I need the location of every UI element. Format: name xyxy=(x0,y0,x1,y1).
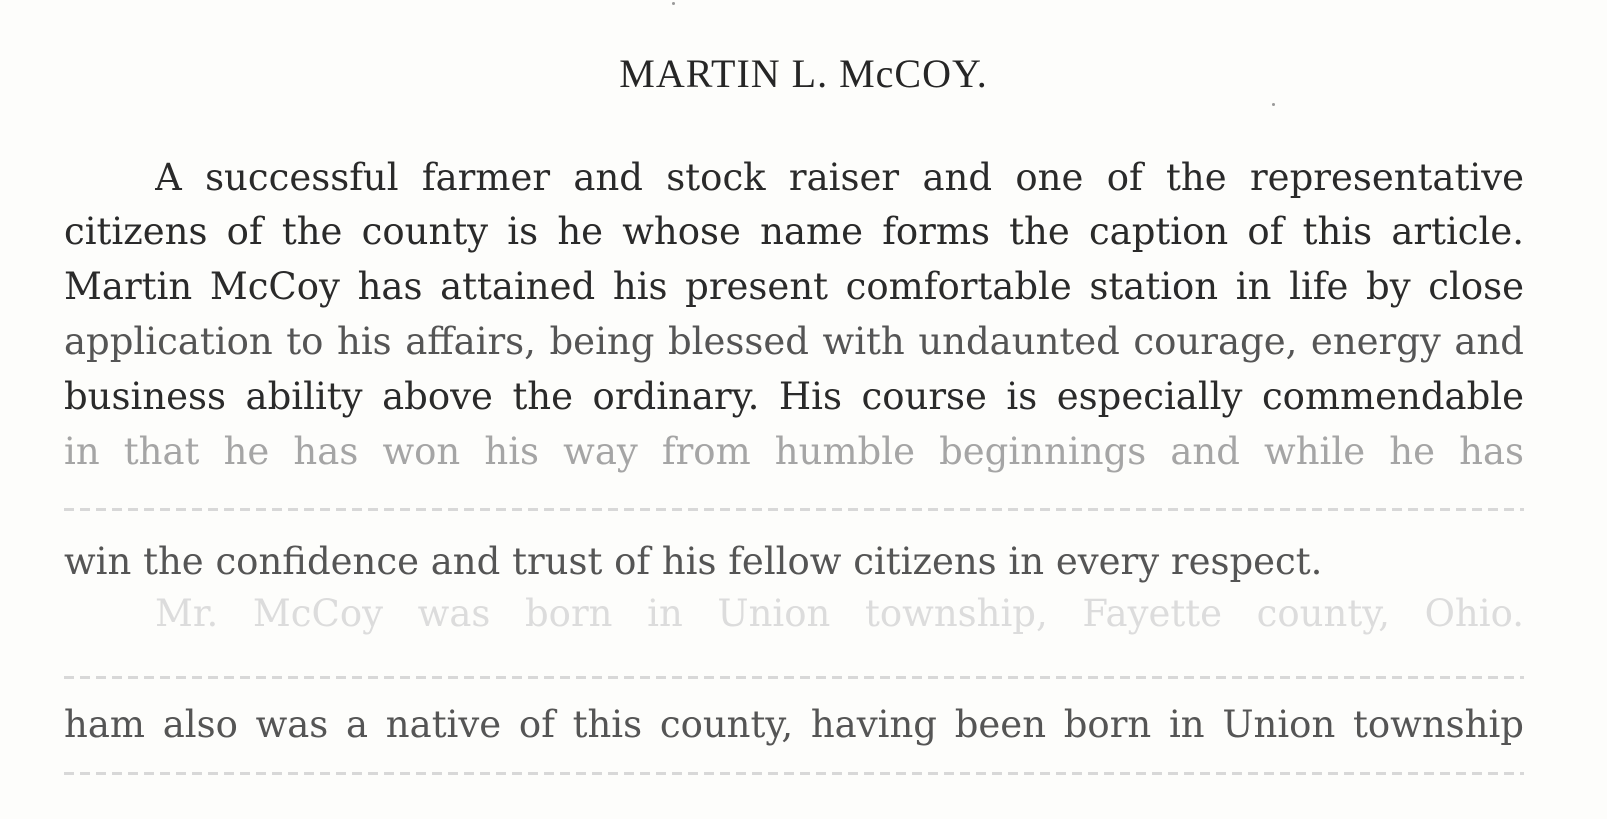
body-line: win the confidence and trust of his fellow citizens in every respect. xyxy=(64,540,1323,583)
body-line: Mr. McCoy was born in Union township, Fayette county, Ohio. xyxy=(155,592,1524,635)
illegible-line xyxy=(64,508,1524,511)
body-line: ham also was a native of this county, having been born in Union township xyxy=(64,703,1524,746)
body-line: application to his affairs, being blessed with undaunted courage, energy and xyxy=(64,320,1524,363)
body-line: business ability above the ordinary. His course is especially commendable xyxy=(64,375,1524,418)
ink-speck xyxy=(672,2,675,5)
body-line: in that he has won his way from humble beginnings and while he has xyxy=(64,430,1524,473)
body-line: A successful farmer and stock raiser and one of the representative xyxy=(155,156,1524,199)
ink-speck xyxy=(1272,103,1275,106)
body-line: Martin McCoy has attained his present comfortable station in life by close xyxy=(64,265,1524,308)
body-line: citizens of the county is he whose name forms the caption of this article. xyxy=(64,210,1524,253)
illegible-line xyxy=(64,772,1524,775)
illegible-line xyxy=(64,676,1524,679)
page-title: MARTIN L. McCOY. xyxy=(619,51,988,96)
